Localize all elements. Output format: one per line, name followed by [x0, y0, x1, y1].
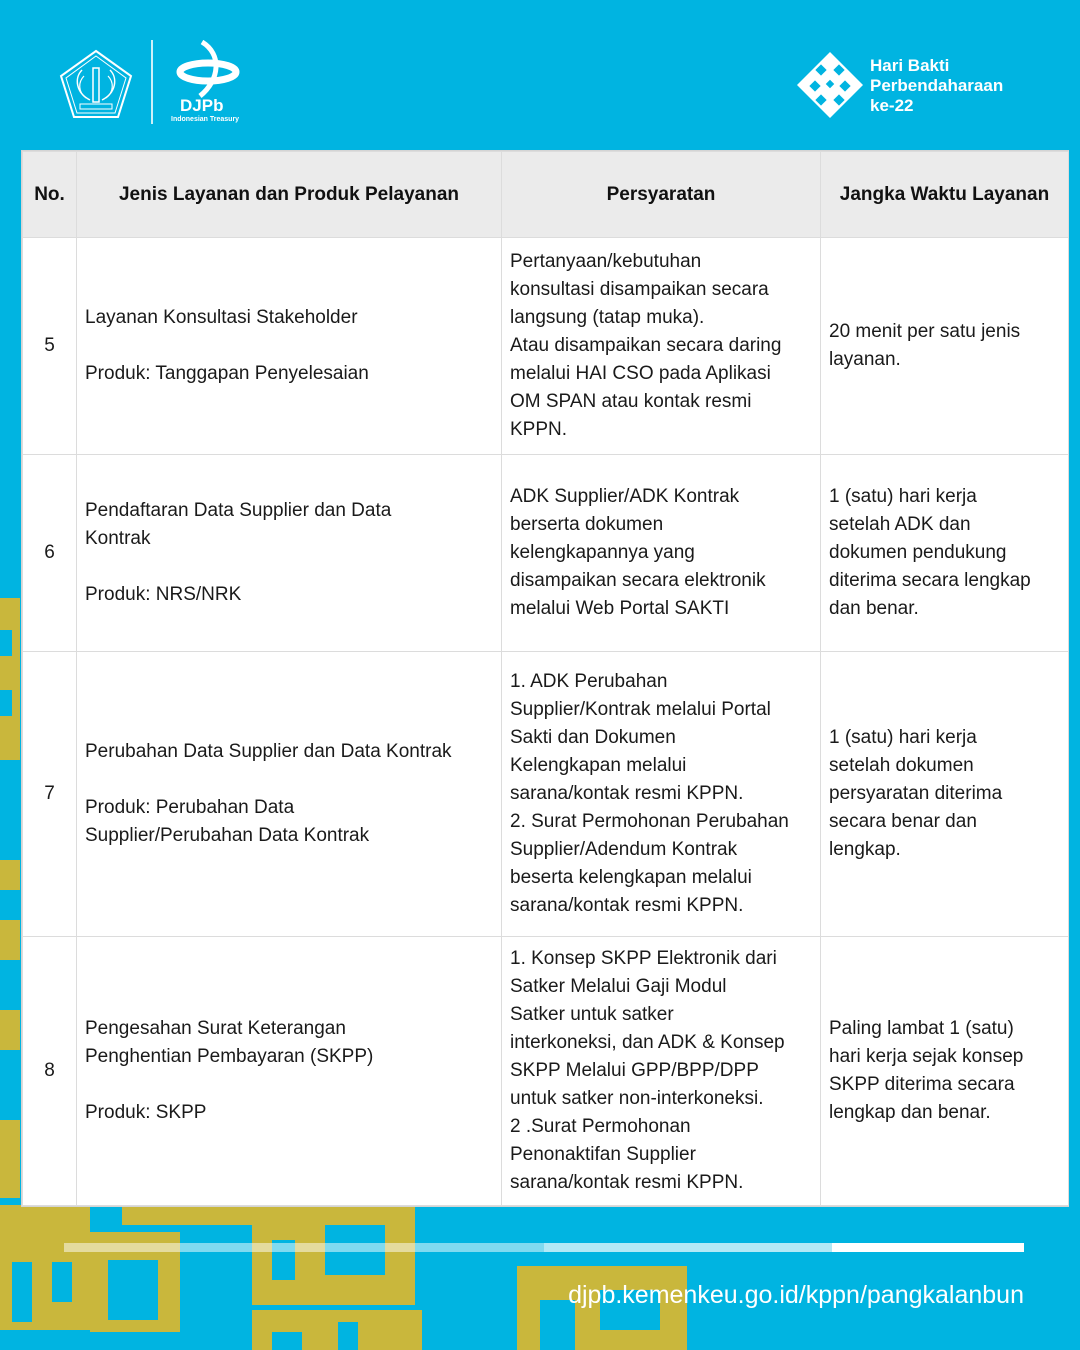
event-title-line: Hari Bakti [870, 56, 950, 75]
service-name: Pengesahan Surat Keterangan Penghentian Pembayaran (SKPP) [85, 1018, 374, 1067]
requirements-cell: ADK Supplier/ADK Kontrak berserta dokumen kelengkapannya yang disampaikan secara elektronik melalui Web Portal SAKTI [502, 455, 821, 652]
requirements-cell: 1. Konsep SKPP Elektronik dari Satker Melalui Gaji Modul Satker untuk satker interkoneksi, dan ADK & Konsep SKPP Melalui GPP/BPP/DPP untuk satker non-interkoneksi. 2 .Surat Permohonan Penonaktifan Supplier sarana/kontak resmi KPPN. [502, 937, 821, 1206]
service-name: Perubahan Data Supplier dan Data Kontrak [85, 741, 452, 762]
slide-progress-bar [64, 1243, 1024, 1252]
service-cell [77, 455, 502, 652]
service-cell [77, 937, 502, 1206]
column-header-service: Jenis Layanan dan Produk Pelayanan [77, 152, 502, 238]
requirements-cell: Pertanyaan/kebutuhan konsultasi disampaikan secara langsung (tatap muka). Atau disampaikan secara daring melalui HAI CSO pada Aplikasi OM SPAN atau kontak resmi KPPN. [502, 238, 821, 455]
row-number: 7 [23, 652, 77, 937]
service-table [21, 150, 1069, 1207]
requirements-cell: 1. ADK Perubahan Supplier/Kontrak melalui Portal Sakti dan Dokumen Kelengkapan melalui sarana/kontak resmi KPPN. 2. Surat Permohonan Perubahan Supplier/Adendum Kontrak beserta kelengkapan melalui sarana/kontak resmi KPPN. [502, 652, 821, 937]
progress-segment [832, 1243, 1024, 1252]
progress-segment [544, 1243, 832, 1252]
table-row [23, 652, 1069, 937]
column-header-duration: Jangka Waktu Layanan [821, 152, 1069, 238]
column-header-requirements: Persyaratan [502, 152, 821, 238]
event-title-line: ke-22 [870, 96, 914, 115]
row-number: 8 [23, 937, 77, 1206]
kemenkeu-emblem-icon [58, 48, 134, 120]
service-product: Produk: SKPP [85, 1102, 207, 1123]
header-divider [151, 40, 153, 124]
service-product: Produk: NRS/NRK [85, 584, 242, 605]
brand-name: DJPb [180, 96, 224, 115]
table-row [23, 238, 1069, 455]
row-number: 6 [23, 455, 77, 652]
service-product: Produk: Perubahan Data Supplier/Perubahan Data Kontrak [85, 797, 370, 846]
website-url[interactable]: djpb.kemenkeu.go.id/kppn/pangkalanbun [568, 1281, 1024, 1309]
brand-tagline: Indonesian Treasury [171, 116, 240, 123]
djpb-logo-icon [172, 40, 252, 100]
service-cell [77, 652, 502, 937]
table-header-row [23, 152, 1069, 238]
column-header-no: No. [23, 152, 77, 238]
table-row [23, 455, 1069, 652]
progress-segment [64, 1243, 544, 1252]
table-row [23, 937, 1069, 1206]
service-name: Layanan Konsultasi Stakeholder [85, 307, 358, 328]
row-number: 5 [23, 238, 77, 455]
duration-cell: 1 (satu) hari kerja setelah dokumen persyaratan diterima secara benar dan lengkap. [821, 652, 1069, 937]
hari-bakti-ornament-icon [797, 52, 863, 118]
event-title [870, 56, 1003, 116]
service-name: Pendaftaran Data Supplier dan Data Kontrak [85, 500, 392, 549]
service-product: Produk: Tanggapan Penyelesaian [85, 363, 369, 384]
duration-cell: 20 menit per satu jenis layanan. [821, 238, 1069, 455]
service-cell [77, 238, 502, 455]
duration-cell: 1 (satu) hari kerja setelah ADK dan dokumen pendukung diterima secara lengkap dan benar. [821, 455, 1069, 652]
event-title-line: Perbendaharaan [870, 76, 1004, 95]
duration-cell: Paling lambat 1 (satu) hari kerja sejak konsep SKPP diterima secara lengkap dan benar. [821, 937, 1069, 1206]
